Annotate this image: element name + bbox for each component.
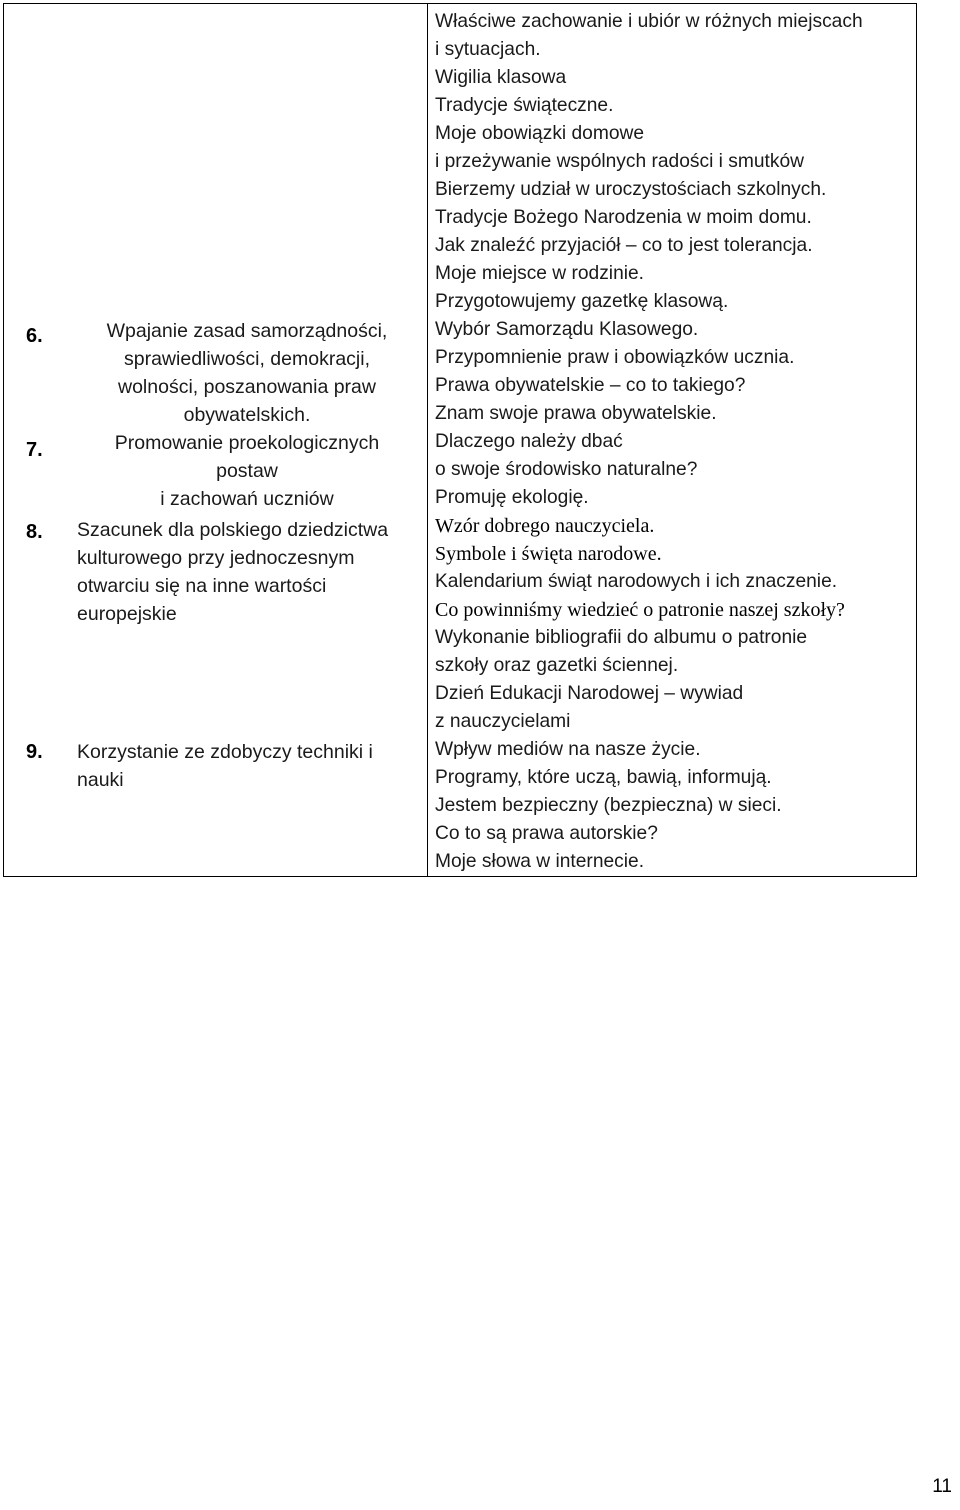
activity-line: i przeżywanie wspólnych radości i smutków: [435, 151, 804, 172]
activity-line: z nauczycielami: [435, 711, 571, 732]
activities-cell: [428, 4, 917, 877]
goal-line: otwarciu się na inne wartości: [77, 575, 327, 597]
goal-text: [77, 516, 417, 628]
activity-line: Co powinniśmy wiedzieć o patronie naszej szkoły?: [435, 599, 845, 621]
goal-line: nauki: [77, 769, 124, 791]
activity-line: Bierzemy udział w uroczystościach szkolnych.: [435, 179, 827, 200]
activity-line: Moje obowiązki domowe: [435, 123, 645, 144]
goal-line: Wpajanie zasad samorządności,: [106, 320, 388, 342]
goal-line: postaw: [216, 460, 278, 482]
goal-line: i zachowań uczniów: [160, 488, 334, 510]
activity-line: Przygotowujemy gazetkę klasową.: [435, 291, 729, 312]
goal-number: 7.: [26, 439, 43, 461]
activity-line: Wykonanie bibliografii do albumu o patronie: [435, 627, 808, 648]
activity-line: Tradycje świąteczne.: [435, 95, 614, 116]
goal-line: Szacunek dla polskiego dziedzictwa: [77, 519, 389, 541]
activity-line: Promuję ekologię.: [435, 487, 589, 508]
goal-line: sprawiedliwości, demokracji,: [124, 348, 370, 370]
activity-line: Moje słowa w internecie.: [435, 851, 645, 872]
page-number: 11: [932, 1476, 952, 1497]
activity-line: Jak znaleźć przyjaciół – co to jest tolerancja.: [435, 235, 813, 256]
activity-line: Wybór Samorządu Klasowego.: [435, 319, 699, 340]
goal-text: [77, 317, 417, 429]
activity-line: Symbole i święta narodowe.: [435, 543, 662, 565]
activity-line: Prawa obywatelskie – co to takiego?: [435, 375, 746, 396]
table-row: [4, 4, 917, 877]
goal-number: 6.: [26, 325, 43, 347]
activity-line: Przypomnienie praw i obowiązków ucznia.: [435, 347, 795, 368]
goal-number: 8.: [26, 521, 43, 543]
goals-cell: [4, 4, 428, 877]
activity-line: Wpływ mediów na nasze życie.: [435, 739, 701, 760]
activity-line: Wigilia klasowa: [435, 67, 567, 88]
activity-line: Właściwe zachowanie i ubiór w różnych miejscach: [435, 11, 863, 32]
activity-line: Dzień Edukacji Narodowej – wywiad: [435, 683, 744, 704]
goal-number: 9.: [26, 741, 43, 763]
activity-line: o swoje środowisko naturalne?: [435, 459, 698, 480]
curriculum-table: [3, 3, 917, 877]
activity-line: Programy, które uczą, bawią, informują.: [435, 767, 772, 788]
activity-line: szkoły oraz gazetki ściennej.: [435, 655, 679, 676]
activity-line: Moje miejsce w rodzinie.: [435, 263, 645, 284]
activity-line: Tradycje Bożego Narodzenia w moim domu.: [435, 207, 812, 228]
goal-text: [77, 429, 417, 513]
activity-line: Kalendarium świąt narodowych i ich znaczenie.: [435, 571, 838, 592]
goal-line: europejskie: [77, 603, 177, 625]
activity-line: Znam swoje prawa obywatelskie.: [435, 403, 717, 424]
activity-line: Co to są prawa autorskie?: [435, 823, 658, 844]
goal-text: [77, 738, 417, 794]
activity-line: i sytuacjach.: [435, 39, 541, 60]
goal-line: kulturowego przy jednoczesnym: [77, 547, 355, 569]
goal-line: Korzystanie ze zdobyczy techniki i: [77, 741, 373, 763]
goal-line: obywatelskich.: [183, 404, 311, 426]
activity-line: Dlaczego należy dbać: [435, 431, 623, 452]
goal-line: wolności, poszanowania praw: [118, 376, 376, 398]
activity-line: Jestem bezpieczny (bezpieczna) w sieci.: [435, 795, 782, 816]
goal-line: Promowanie proekologicznych: [114, 432, 380, 454]
activity-line: Wzór dobrego nauczyciela.: [435, 515, 655, 537]
